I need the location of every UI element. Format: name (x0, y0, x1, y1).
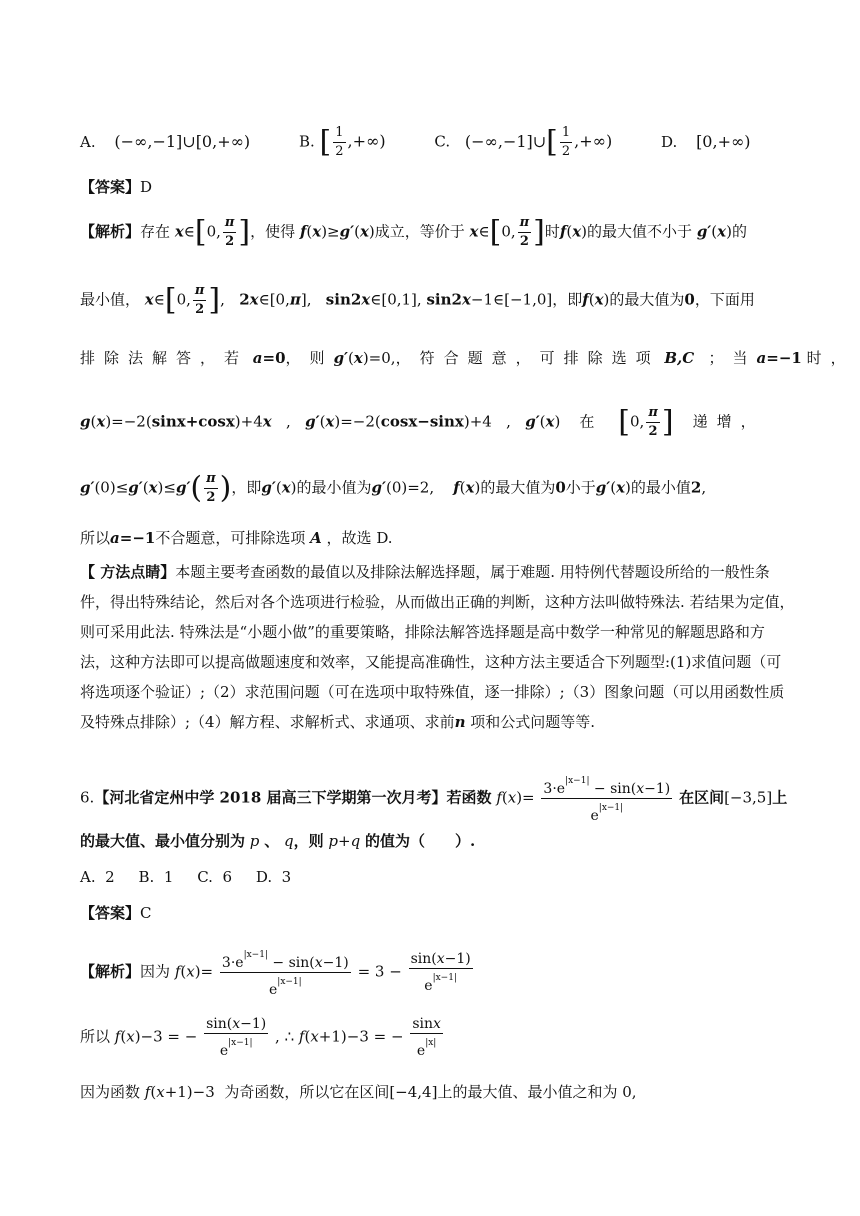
option-c-label: C. (434, 132, 451, 151)
q5-analysis-line-2: 最小值， x∈[0, $\frac{\pi}{2}$ ], 2x∈[0,π], sin2x∈[0,1], sin2x−1∈[−1,0]，即f(x)的最大值为0，下面用 (80, 282, 755, 318)
option-d-label: D. (661, 132, 678, 151)
q5-analysis-line-1: 【解析】存在 x∈[0, $\frac{\pi}{2}$ ]，使得 f(x)≥g′(x)成立，等价于 x∈[0, $\frac{\pi}{2}$ ]时f(x)的最大值不小于 g′(x)的 (80, 214, 747, 250)
q5-analysis-line-5: g′(0)≤g′(x)≤g′( $\frac{\pi}{2}$ )，即g′(x)的最小值为g′(0)=2, f(x)的最大值为0小于g′(x)的最小值2, (80, 470, 707, 506)
q6-answer: 【答案】C (80, 904, 152, 922)
q6-stem-line-2: 的最大值、最小值分别为 p 、 q，则 p+q 的值为（ ）. (80, 832, 476, 850)
q6-stem-line-1: 6.【河北省定州中学 2018 届高三下学期第一次月考】若函数 f(x)= $\frac{3\cdot e^{|x-1|} - \sin(x-1)}{e^{|x-1|}}$ 在区间[−3,5]上 (80, 772, 790, 825)
q6-analysis-line-1: 【解析】因为 f(x)= $\frac{3\cdot e^{|x-1|} - \sin(x-1)}{e^{|x-1|}}$ = 3 − $\frac{\sin(x-1)}{e^{|x-1|}}$ (80, 946, 790, 999)
q5-options: A. (−∞,−1]∪[0,+∞) B. [ $\frac{1}{2}$ ,+∞) C. (−∞,−1]∪[ $\frac{1}{2}$ ,+∞) D. [0,+∞) (80, 124, 751, 160)
q6-analysis-line-3: 因为函数 f(x+1)−3 为奇函数，所以它在区间[−4,4]上的最大值、最小值之和为 0, (80, 1083, 637, 1101)
option-b-label: B. (298, 132, 315, 151)
method-line-4: 法，这种方法即可以提高做题速度和效率，又能提高准确性，这种方法主要适合下列题型:(1)求值问题（可 (80, 653, 782, 671)
q5-analysis-line-6: 所以a=−1不合题意，可排除选项 A ，故选 D. (80, 529, 393, 547)
q5-analysis-line-3: 排除法解答，若 a=0，则g′(x)=0,，符合题意，可排除选项 B,C ；当a=−1 时， (80, 349, 855, 367)
method-line-1: 【 方法点睛】本题主要考查函数的最值以及排除法解选择题，属于难题. 用特例代替题设所给的一般性条 (80, 563, 770, 581)
method-line-6: 及特殊点排除）;（4）解方程、求解析式、求通项、求前n 项和公式问题等等. (80, 713, 596, 731)
method-line-2: 件，得出特殊结论，然后对各个选项进行检验，从而做出正确的判断，这种方法叫做特殊法. 若结果为定值， (80, 593, 795, 611)
method-line-5: 将选项逐个验证）;（2）求范围问题（可在选项中取特殊值，逐一排除）;（3）图象问题（可以用函数性质 (80, 683, 785, 701)
q6-options: A. 2 B. 1 C. 6 D. 3 (80, 868, 292, 886)
q5-answer: 【答案】D (80, 178, 153, 196)
q6-analysis-line-2: 所以 f(x)−3 = − $\frac{\sin(x-1)}{e^{|x-1|}}$ , ∴ f(x+1)−3 = − $\frac{\sin x}{e^{|x|}}$ (80, 1016, 441, 1059)
option-a-label: A. (80, 132, 96, 151)
method-line-3: 则可采用此法. 特殊法是“小题小做”的重要策略，排除法解答选择题是高中数学一种常见的解题思路和方 (80, 623, 765, 641)
q5-analysis-line-4: g(x)=−2(sinx+cosx)+4x , g′(x)=−2(cosx−sinx)+4 , g′(x) 在 [0, $\frac{\pi}{2}$ ] 递增， (80, 404, 765, 440)
